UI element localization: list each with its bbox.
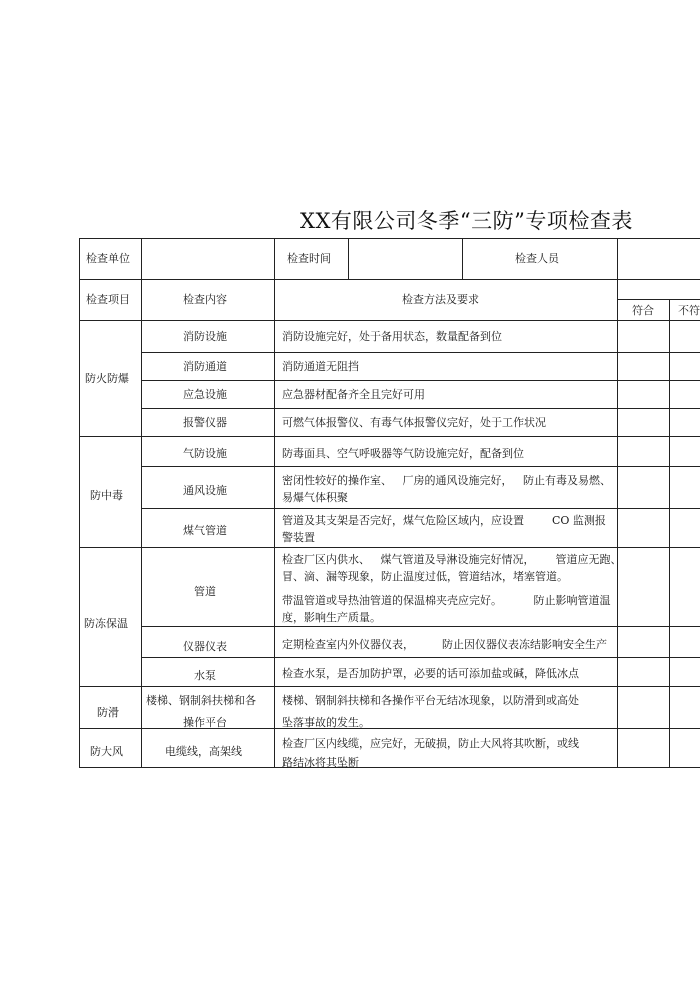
check-method: 检查厂区内线缆，应完好，无破损，防止大风将其吹断，或线 bbox=[282, 737, 579, 750]
check-method: 应急器材配备齐全且完好可用 bbox=[282, 388, 425, 401]
table-rule bbox=[79, 238, 80, 768]
check-content: 气防设施 bbox=[183, 447, 227, 460]
check-method: 楼梯、钢制斜扶梯和各操作平台无结冰现象，以防滑到或高处 bbox=[282, 694, 579, 707]
check-content: 应急设施 bbox=[183, 388, 227, 401]
check-method: 防毒面具、空气呼吸器等气防设施完好，配备到位 bbox=[282, 447, 524, 460]
table-rule bbox=[79, 238, 700, 239]
item-label: 检查项目 bbox=[86, 293, 130, 306]
table-rule bbox=[79, 279, 700, 280]
table-rule bbox=[617, 299, 700, 300]
table-rule bbox=[617, 238, 618, 768]
check-content: 管道 bbox=[194, 585, 216, 598]
group-name: 防火防爆 bbox=[85, 372, 129, 385]
table-rule bbox=[79, 436, 700, 437]
check-method: 路结冰将其坠断 bbox=[282, 756, 359, 769]
check-method: 检查厂区内供水、 煤气管道及导淋设施完好情况， 管道应无跑、 bbox=[282, 553, 622, 566]
check-content: 水泵 bbox=[194, 669, 216, 682]
check-method: 坠落事故的发生。 bbox=[282, 716, 370, 729]
check-content: 煤气管道 bbox=[183, 524, 227, 537]
comply-label: 符合 bbox=[632, 304, 654, 317]
check-content: 消防通道 bbox=[183, 360, 227, 373]
check-method: 定期检查室内外仪器仪表， 防止因仪器仪表冻结影响安全生产 bbox=[282, 638, 607, 651]
table-rule bbox=[348, 238, 349, 279]
check-content: 报警仪器 bbox=[183, 416, 227, 429]
content-label: 检查内容 bbox=[183, 293, 227, 306]
table-rule bbox=[274, 238, 275, 768]
table-rule bbox=[79, 686, 700, 687]
check-method: 警装置 bbox=[282, 531, 315, 544]
check-method: 易爆气体积聚 bbox=[282, 491, 348, 504]
check-content: 通风设施 bbox=[183, 484, 227, 497]
table-rule bbox=[79, 767, 700, 768]
group-name: 防中毒 bbox=[90, 489, 123, 502]
table-rule bbox=[141, 238, 142, 768]
check-method: 带温管道或导热油管道的保温棉夹壳应完好。 防止影响管道温 bbox=[282, 594, 611, 607]
check-method: 冒、滴、漏等现象，防止温度过低，管道结冰，堵塞管道。 bbox=[282, 570, 568, 583]
table-rule bbox=[79, 320, 700, 321]
person-label: 检查人员 bbox=[515, 252, 559, 265]
group-name: 防冻保温 bbox=[84, 617, 128, 630]
group-name: 防大风 bbox=[90, 745, 123, 758]
check-method: 消防通道无阻挡 bbox=[282, 360, 359, 373]
check-content: 仪器仪表 bbox=[183, 640, 227, 653]
check-method: 密闭性较好的操作室、 厂房的通风设施完好， 防止有毒及易燃、 bbox=[282, 474, 611, 487]
table-rule bbox=[669, 299, 670, 768]
time-label: 检查时间 bbox=[287, 252, 331, 265]
check-content: 楼梯、钢制斜扶梯和各 bbox=[146, 694, 256, 707]
check-method: 消防设施完好，处于备用状态，数量配备到位 bbox=[282, 330, 502, 343]
table-rule bbox=[462, 238, 463, 279]
check-content: 电缆线，高架线 bbox=[165, 745, 242, 758]
table-rule bbox=[79, 547, 700, 548]
unit-label: 检查单位 bbox=[86, 252, 130, 265]
check-method: 管道及其支架是否完好，煤气危险区域内，应设置 CO 监测报 bbox=[282, 514, 606, 527]
check-method: 可燃气体报警仪、有毒气体报警仪完好，处于工作状况 bbox=[282, 416, 546, 429]
check-content: 消防设施 bbox=[183, 330, 227, 343]
group-name: 防滑 bbox=[97, 706, 119, 719]
table-rule bbox=[79, 728, 700, 729]
check-content: 操作平台 bbox=[183, 716, 227, 729]
method-label: 检查方法及要求 bbox=[402, 293, 479, 306]
check-method: 度，影响生产质量。 bbox=[282, 611, 381, 624]
check-method: 检查水泵，是否加防护罩，必要的话可添加盐或碱，降低冰点 bbox=[282, 667, 579, 680]
document-title: XX有限公司冬季“三防”专项检查表 bbox=[300, 209, 633, 233]
noncomply-label: 不符 bbox=[678, 304, 700, 317]
